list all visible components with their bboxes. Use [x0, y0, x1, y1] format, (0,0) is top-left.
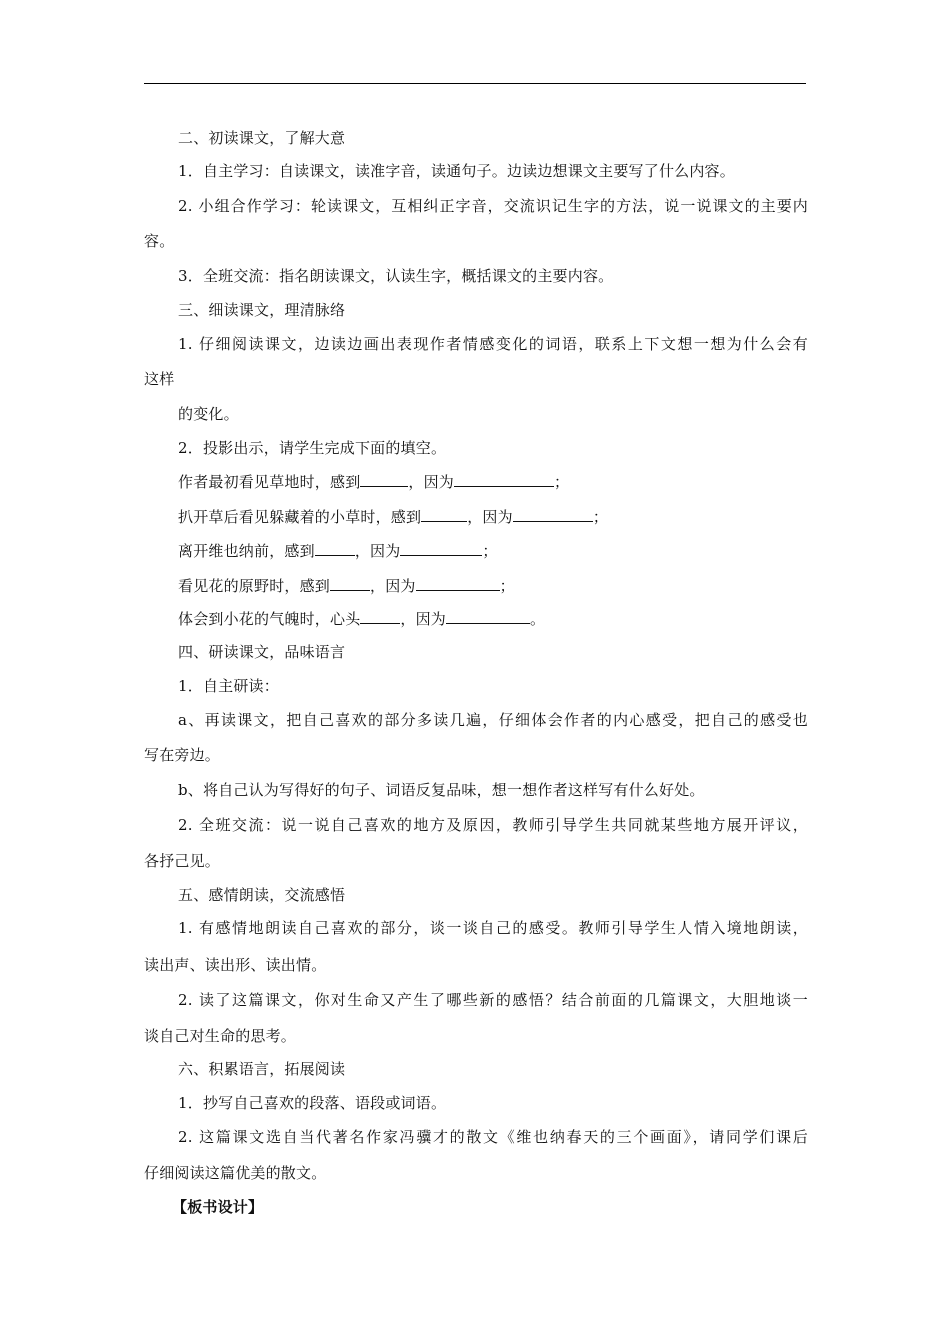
- blank-field[interactable]: [513, 506, 593, 522]
- paragraph-line: 仔细阅读这篇优美的散文。: [144, 1164, 327, 1182]
- fill-text: ，因为: [354, 542, 401, 560]
- fill-blank-line: [178, 575, 808, 596]
- fill-text: ；: [554, 473, 570, 491]
- blank-field[interactable]: [400, 540, 482, 556]
- blank-field[interactable]: [446, 608, 530, 624]
- fill-blank-line: [178, 540, 808, 561]
- section-heading: 二、初读课文，了解大意: [178, 129, 346, 147]
- paragraph-line: 读出声、读出形、读出情。: [144, 956, 327, 974]
- blank-field[interactable]: [360, 608, 400, 624]
- fill-text: 作者最初看见草地时，感到: [178, 473, 361, 491]
- paragraph-line: 1. 有感情地朗读自己喜欢的部分，谈一谈自己的感受。教师引导学生人情入境地朗读，: [178, 919, 808, 937]
- section-heading: 六、积累语言，拓展阅读: [178, 1060, 346, 1078]
- paragraph-line: b、将自己认为写得好的句子、词语反复品味，想一想作者这样写有什么好处。: [178, 781, 705, 799]
- paragraph-line: 2. 这篇课文选自当代著名作家冯骥才的散文《维也纳春天的三个画面》，请同学们课后: [178, 1128, 808, 1146]
- fill-blank-line: [178, 471, 808, 492]
- paragraph-line: 的变化。: [178, 405, 239, 423]
- section-heading: 四、研读课文，品味语言: [178, 643, 346, 661]
- paragraph-line: 1. 仔细阅读课文，边读边画出表现作者情感变化的词语，联系上下文想一想为什么会有: [178, 335, 808, 353]
- fill-blank-line: [178, 506, 808, 527]
- paragraph-line: 谈自己对生命的思考。: [144, 1027, 297, 1045]
- paragraph-line: 各抒己见。: [144, 852, 221, 870]
- paragraph-line: 1．自主研读：: [178, 677, 279, 695]
- fill-text: ，因为: [400, 610, 447, 628]
- paragraph-line: a、再读课文，把自己喜欢的部分多读几遍，仔细体会作者的内心感受，把自己的感受也: [178, 711, 808, 729]
- paragraph-line: 2. 读了这篇课文，你对生命又产生了哪些新的感悟？结合前面的几篇课文，大胆地谈一: [178, 991, 808, 1009]
- board-design-heading: 【板书设计】: [172, 1198, 264, 1216]
- section-heading: 五、感情朗读，交流感悟: [178, 886, 346, 904]
- fill-text: 扒开草后看见躲藏着的小草时，感到: [178, 508, 422, 526]
- paragraph-line: 2．投影出示，请学生完成下面的填空。: [178, 439, 447, 457]
- paragraph-line: 2. 小组合作学习：轮读课文，互相纠正字音，交流识记生字的方法，说一说课文的主要内: [178, 197, 808, 215]
- fill-text: 。: [530, 610, 546, 628]
- fill-text: ；: [499, 577, 515, 595]
- fill-blank-line: [178, 608, 808, 629]
- fill-text: ，因为: [370, 577, 416, 595]
- blank-field[interactable]: [421, 506, 467, 522]
- blank-field[interactable]: [416, 575, 500, 591]
- fill-text: ，因为: [467, 508, 513, 526]
- fill-text: ；: [482, 542, 498, 560]
- fill-text: ，因为: [408, 473, 455, 491]
- paragraph-line: 2. 全班交流：说一说自己喜欢的地方及原因，教师引导学生共同就某些地方展开评议，: [178, 816, 808, 834]
- paragraph-line: 写在旁边。: [144, 746, 221, 764]
- paragraph-line: 1．自主学习：自读课文，读准字音，读通句子。边读边想课文主要写了什么内容。: [178, 162, 735, 180]
- paragraph-line: 1．抄写自己喜欢的段落、语段或词语。: [178, 1094, 447, 1112]
- section-heading: 三、细读课文，理清脉络: [178, 301, 346, 319]
- blank-field[interactable]: [360, 471, 408, 487]
- paragraph-line: 这样: [144, 370, 175, 388]
- blank-field[interactable]: [330, 575, 370, 591]
- paragraph-line: 容。: [144, 232, 175, 250]
- paragraph-line: 3．全班交流：指名朗读课文，认读生字，概括课文的主要内容。: [178, 267, 614, 285]
- blank-field[interactable]: [454, 471, 554, 487]
- fill-text: 离开维也纳前，感到: [178, 542, 315, 560]
- fill-text: 看见花的原野时，感到: [178, 577, 331, 595]
- fill-text: ；: [592, 508, 609, 526]
- fill-text: 体会到小花的气魄时，心头: [178, 610, 361, 628]
- blank-field[interactable]: [315, 540, 355, 556]
